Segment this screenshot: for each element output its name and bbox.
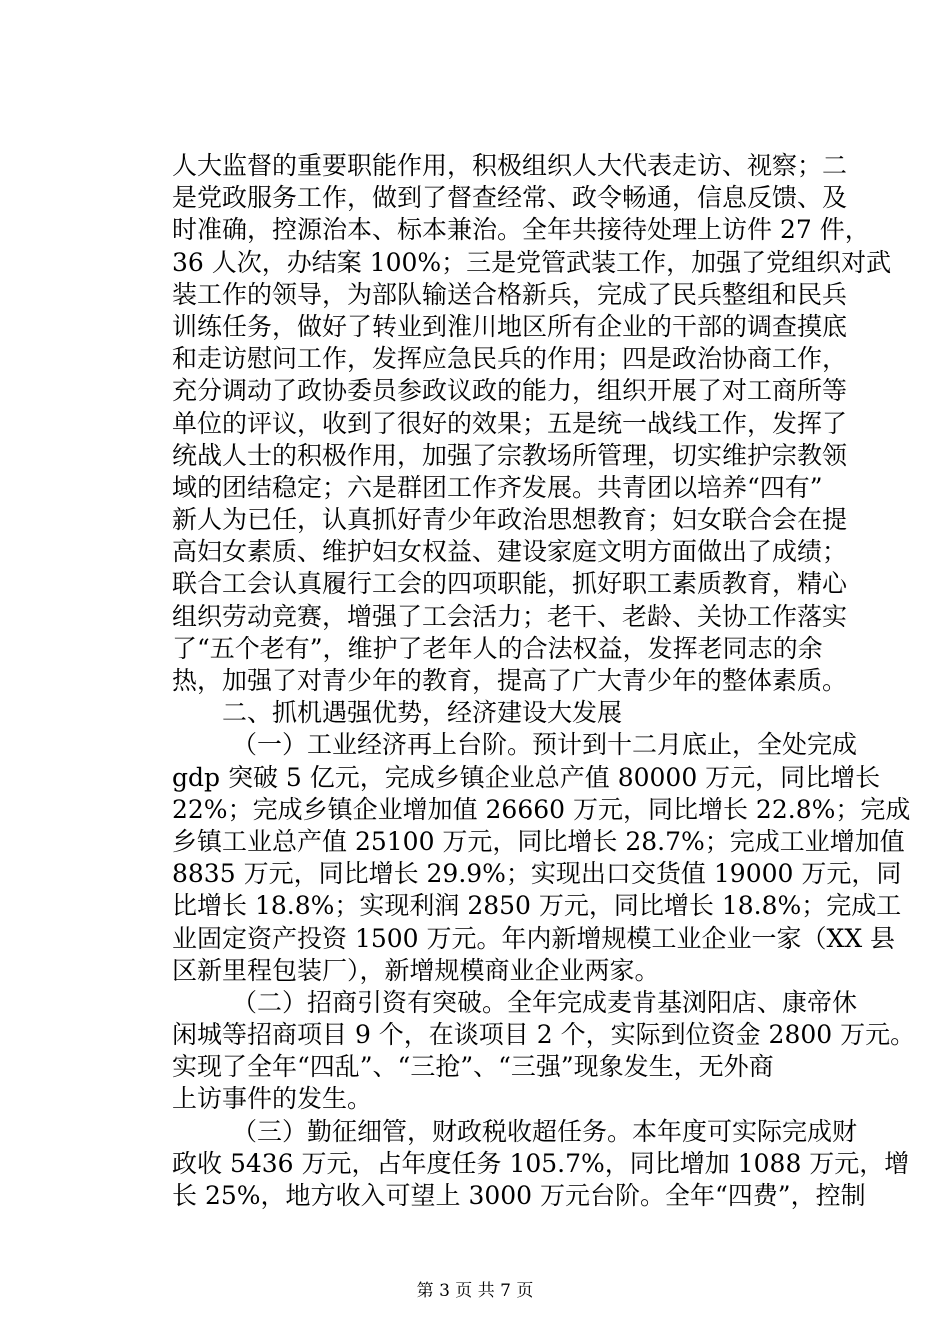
text-line: 闲城等招商项目 9 个，在谈项目 2 个，实际到位资金 2800 万元。 — [172, 1020, 916, 1050]
text-line: 单位的评议，收到了很好的效果；五是统一战线工作，发挥了 — [172, 408, 848, 438]
text-line: 组织劳动竞赛，增强了工会活力；老干、老龄、关协工作落实 — [172, 601, 848, 631]
text-line: 36 人次，办结案 100%；三是党管武装工作，加强了党组织对武 — [172, 247, 892, 277]
text-line: 充分调动了政协委员参政议政的能力，组织开展了对工商所等 — [172, 376, 848, 406]
text-line: 实现了全年“四乱”、“三抢”、“三强”现象发生，无外商 — [172, 1052, 774, 1082]
section-heading: 二、抓机遇强优势，经济建设大发展 — [222, 698, 623, 728]
text-line: 了“五个老有”，维护了老年人的合法权益，发挥老同志的余 — [172, 633, 823, 663]
text-line: 区新里程包装厂），新增规模商业企业两家。 — [172, 955, 660, 985]
text-line: 人大监督的重要职能作用，积极组织人大代表走访、视察；二 — [172, 151, 848, 180]
paragraph-start-line: （一）工业经济再上台阶。预计到十二月底止，全处完成 — [232, 730, 858, 760]
text-line: 8835 万元，同比增长 29.9%；实现出口交货值 19000 万元，同 — [172, 859, 902, 889]
text-line: 域的团结稳定；六是群团工作齐发展。共青团以培养“四有” — [172, 472, 823, 502]
text-line: 训练任务，做好了转业到淮川地区所有企业的干部的调查摸底 — [172, 311, 848, 341]
text-line: 乡镇工业总产值 25100 万元，同比增长 28.7%；完成工业增加值 — [172, 826, 905, 856]
text-line: 高妇女素质、维护妇女权益、建设家庭文明方面做出了成绩； — [172, 537, 848, 567]
text-line: gdp 突破 5 亿元，完成乡镇企业总产值 80000 万元，同比增长 — [172, 762, 881, 792]
text-line: 长 25%，地方收入可望上 3000 万元台阶。全年“四费”，控制 — [172, 1181, 866, 1210]
text-line: 新人为已任，认真抓好青少年政治思想教育；妇女联合会在提 — [172, 505, 848, 535]
text-line: 22%；完成乡镇企业增加值 26660 万元，同比增长 22.8%；完成 — [172, 794, 911, 824]
text-line: 比增长 18.8%；实现利润 2850 万元，同比增长 18.8%；完成工 — [172, 891, 902, 921]
text-line: 是党政服务工作，做到了督查经常、政令畅通，信息反馈、及 — [172, 183, 848, 213]
page-number-footer: 第 3 页 共 7 页 — [416, 1281, 534, 1301]
body-text — [172, 150, 916, 1212]
text-line: 热，加强了对青少年的教育，提高了广大青少年的整体素质。 — [172, 666, 848, 695]
text-line: 装工作的领导，为部队输送合格新兵，完成了民兵整组和民兵 — [172, 279, 848, 309]
text-line: 和走访慰问工作，发挥应急民兵的作用；四是政治协商工作， — [172, 344, 848, 374]
paragraph-start-line: （三）勤征细管，财政税收超任务。本年度可实际完成财 — [232, 1116, 858, 1146]
text-line: 统战人士的积极作用，加强了宗教场所管理，切实维护宗教领 — [172, 440, 848, 470]
text-line: 政收 5436 万元，占年度任务 105.7%，同比增加 1088 万元，增 — [172, 1148, 910, 1178]
text-line: 联合工会认真履行工会的四项职能，抓好职工素质教育，精心 — [172, 569, 848, 599]
text-line: 业固定资产投资 1500 万元。年内新增规模工业企业一家（XX 县 — [172, 923, 896, 953]
text-line: 上访事件的发生。 — [172, 1084, 373, 1114]
paragraph-start-line: （二）招商引资有突破。全年完成麦肯基浏阳店、康帝休 — [232, 987, 858, 1017]
text-line: 时准确，控源治本、标本兼治。全年共接待处理上访件 27 件， — [172, 215, 870, 245]
